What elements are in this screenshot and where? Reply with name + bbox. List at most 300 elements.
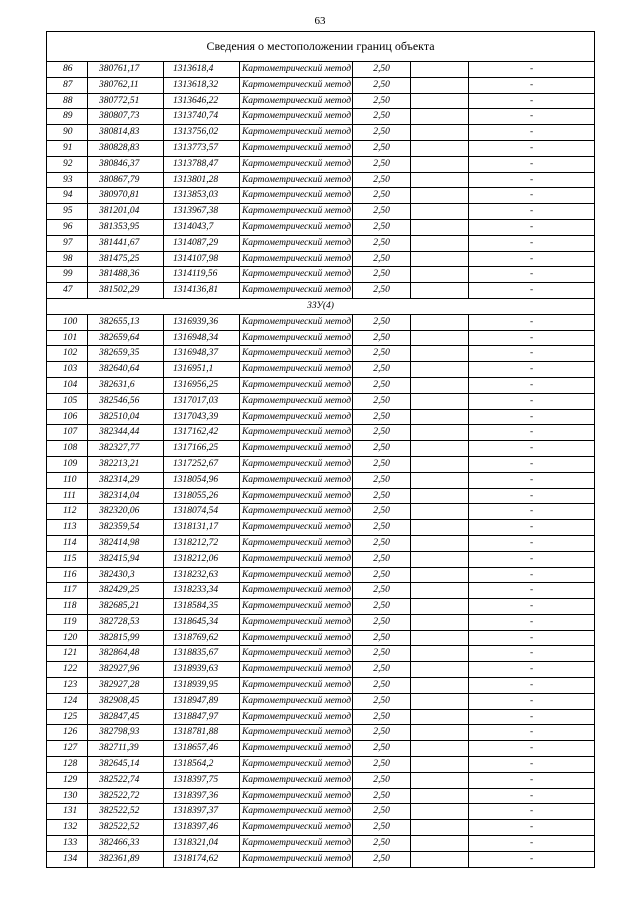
cell-point-number: 130 — [47, 788, 88, 804]
cell-coord-y: 1318947,89 — [164, 693, 240, 709]
cell-method: Картометрический метод — [240, 535, 353, 551]
cell-accuracy: 2,50 — [353, 741, 411, 757]
cell-coord-x: 382908,45 — [88, 693, 164, 709]
cell-accuracy: 2,50 — [353, 362, 411, 378]
cell-point-number: 89 — [47, 109, 88, 125]
table-row — [47, 757, 595, 773]
cell-description: - — [469, 772, 595, 788]
cell-description: - — [469, 156, 595, 172]
cell-description: - — [469, 140, 595, 156]
table-row — [47, 109, 595, 125]
cell-empty-cell — [411, 772, 469, 788]
cell-accuracy: 2,50 — [353, 693, 411, 709]
cell-accuracy: 2,50 — [353, 251, 411, 267]
cell-accuracy: 2,50 — [353, 109, 411, 125]
cell-method: Картометрический метод — [240, 140, 353, 156]
cell-coord-y: 1317017,03 — [164, 393, 240, 409]
cell-accuracy: 2,50 — [353, 204, 411, 220]
cell-accuracy: 2,50 — [353, 725, 411, 741]
cell-empty-cell — [411, 267, 469, 283]
cell-coord-y: 1316948,34 — [164, 330, 240, 346]
cell-description: - — [469, 741, 595, 757]
cell-empty-cell — [411, 219, 469, 235]
cell-method: Картометрический метод — [240, 662, 353, 678]
cell-coord-x: 382815,99 — [88, 630, 164, 646]
table-row — [47, 472, 595, 488]
cell-accuracy: 2,50 — [353, 472, 411, 488]
cell-accuracy: 2,50 — [353, 393, 411, 409]
cell-method: Картометрический метод — [240, 77, 353, 93]
cell-method: Картометрический метод — [240, 520, 353, 536]
cell-point-number: 94 — [47, 188, 88, 204]
cell-accuracy: 2,50 — [353, 788, 411, 804]
cell-coord-x: 382927,96 — [88, 662, 164, 678]
cell-coord-y: 1318131,17 — [164, 520, 240, 536]
cell-point-number: 103 — [47, 362, 88, 378]
cell-coord-x: 382645,14 — [88, 757, 164, 773]
cell-coord-x: 382314,29 — [88, 472, 164, 488]
cell-coord-x: 382522,52 — [88, 820, 164, 836]
cell-point-number: 133 — [47, 836, 88, 852]
cell-empty-cell — [411, 314, 469, 330]
cell-accuracy: 2,50 — [353, 535, 411, 551]
cell-empty-cell — [411, 614, 469, 630]
cell-coord-x: 380807,73 — [88, 109, 164, 125]
cell-empty-cell — [411, 741, 469, 757]
table-row — [47, 662, 595, 678]
cell-empty-cell — [411, 551, 469, 567]
cell-coord-x: 382522,74 — [88, 772, 164, 788]
table-row — [47, 504, 595, 520]
table-row — [47, 441, 595, 457]
table-row — [47, 251, 595, 267]
cell-coord-x: 381475,25 — [88, 251, 164, 267]
cell-coord-x: 382685,21 — [88, 599, 164, 615]
table-row — [47, 693, 595, 709]
cell-description: - — [469, 188, 595, 204]
cell-coord-x: 382359,54 — [88, 520, 164, 536]
cell-coord-y: 1318645,34 — [164, 614, 240, 630]
cell-coord-y: 1318397,75 — [164, 772, 240, 788]
cell-point-number: 98 — [47, 251, 88, 267]
cell-method: Картометрический метод — [240, 583, 353, 599]
cell-coord-x: 381441,67 — [88, 235, 164, 251]
cell-accuracy: 2,50 — [353, 93, 411, 109]
cell-coord-x: 382430,3 — [88, 567, 164, 583]
cell-accuracy: 2,50 — [353, 567, 411, 583]
table-row — [47, 346, 595, 362]
cell-coord-x: 382314,04 — [88, 488, 164, 504]
cell-coord-x: 382728,53 — [88, 614, 164, 630]
cell-method: Картометрический метод — [240, 409, 353, 425]
cell-empty-cell — [411, 836, 469, 852]
cell-point-number: 87 — [47, 77, 88, 93]
cell-description: - — [469, 630, 595, 646]
table-row — [47, 330, 595, 346]
cell-accuracy: 2,50 — [353, 836, 411, 852]
cell-empty-cell — [411, 109, 469, 125]
cell-method: Картометрический метод — [240, 851, 353, 867]
cell-method: Картометрический метод — [240, 741, 353, 757]
cell-accuracy: 2,50 — [353, 520, 411, 536]
cell-coord-x: 380762,11 — [88, 77, 164, 93]
cell-description: - — [469, 614, 595, 630]
cell-coord-y: 1316951,1 — [164, 362, 240, 378]
cell-coord-y: 1318055,26 — [164, 488, 240, 504]
cell-method: Картометрический метод — [240, 551, 353, 567]
table-row — [47, 535, 595, 551]
cell-point-number: 107 — [47, 425, 88, 441]
cell-point-number: 92 — [47, 156, 88, 172]
cell-empty-cell — [411, 251, 469, 267]
cell-method: Картометрический метод — [240, 235, 353, 251]
cell-description: - — [469, 804, 595, 820]
cell-coord-x: 382429,25 — [88, 583, 164, 599]
cell-empty-cell — [411, 804, 469, 820]
cell-description: - — [469, 314, 595, 330]
cell-method: Картометрический метод — [240, 820, 353, 836]
cell-point-number: 110 — [47, 472, 88, 488]
cell-coord-y: 1316956,25 — [164, 377, 240, 393]
cell-empty-cell — [411, 125, 469, 141]
cell-point-number: 104 — [47, 377, 88, 393]
table-row — [47, 283, 595, 299]
cell-description: - — [469, 693, 595, 709]
cell-point-number: 105 — [47, 393, 88, 409]
table-row — [47, 488, 595, 504]
cell-coord-y: 1314136,81 — [164, 283, 240, 299]
cell-point-number: 113 — [47, 520, 88, 536]
cell-coord-y: 1313801,28 — [164, 172, 240, 188]
cell-coord-y: 1318212,06 — [164, 551, 240, 567]
table-title: Сведения о местоположении границ объекта — [47, 32, 595, 62]
cell-empty-cell — [411, 583, 469, 599]
cell-accuracy: 2,50 — [353, 804, 411, 820]
cell-coord-y: 1317166,25 — [164, 441, 240, 457]
cell-method: Картометрический метод — [240, 567, 353, 583]
cell-point-number: 125 — [47, 709, 88, 725]
table-row — [47, 583, 595, 599]
cell-description: - — [469, 125, 595, 141]
cell-point-number: 47 — [47, 283, 88, 299]
cell-coord-x: 382659,35 — [88, 346, 164, 362]
cell-empty-cell — [411, 204, 469, 220]
table-row — [47, 314, 595, 330]
cell-coord-y: 1318564,2 — [164, 757, 240, 773]
cell-accuracy: 2,50 — [353, 646, 411, 662]
cell-coord-y: 1318939,95 — [164, 678, 240, 694]
cell-coord-x: 382344,44 — [88, 425, 164, 441]
cell-empty-cell — [411, 788, 469, 804]
cell-empty-cell — [411, 156, 469, 172]
cell-description: - — [469, 441, 595, 457]
cell-method: Картометрический метод — [240, 804, 353, 820]
cell-point-number: 112 — [47, 504, 88, 520]
cell-empty-cell — [411, 172, 469, 188]
table-row — [47, 599, 595, 615]
cell-coord-y: 1316939,36 — [164, 314, 240, 330]
table-row — [47, 646, 595, 662]
cell-accuracy: 2,50 — [353, 488, 411, 504]
table-row — [47, 630, 595, 646]
cell-coord-y: 1318657,46 — [164, 741, 240, 757]
cell-coord-y: 1318054,96 — [164, 472, 240, 488]
cell-empty-cell — [411, 662, 469, 678]
table-row — [47, 520, 595, 536]
cell-coord-x: 382415,94 — [88, 551, 164, 567]
table-row — [47, 393, 595, 409]
cell-description: - — [469, 504, 595, 520]
cell-empty-cell — [411, 393, 469, 409]
cell-description: - — [469, 251, 595, 267]
cell-accuracy: 2,50 — [353, 377, 411, 393]
cell-point-number: 95 — [47, 204, 88, 220]
table-row — [47, 77, 595, 93]
cell-coord-y: 1318232,63 — [164, 567, 240, 583]
cell-method: Картометрический метод — [240, 314, 353, 330]
cell-coord-y: 1318397,46 — [164, 820, 240, 836]
cell-point-number: 116 — [47, 567, 88, 583]
table-row — [47, 709, 595, 725]
cell-description: - — [469, 599, 595, 615]
cell-point-number: 93 — [47, 172, 88, 188]
cell-accuracy: 2,50 — [353, 125, 411, 141]
cell-description: - — [469, 583, 595, 599]
cell-coord-x: 382659,64 — [88, 330, 164, 346]
cell-coord-x: 380828,83 — [88, 140, 164, 156]
cell-accuracy: 2,50 — [353, 504, 411, 520]
cell-description: - — [469, 77, 595, 93]
cell-description: - — [469, 472, 595, 488]
table-row — [47, 235, 595, 251]
cell-coord-y: 1318321,04 — [164, 836, 240, 852]
cell-description: - — [469, 283, 595, 299]
cell-coord-x: 382847,45 — [88, 709, 164, 725]
cell-point-number: 123 — [47, 678, 88, 694]
cell-empty-cell — [411, 62, 469, 78]
cell-coord-y: 1313967,38 — [164, 204, 240, 220]
cell-description: - — [469, 425, 595, 441]
cell-method: Картометрический метод — [240, 678, 353, 694]
cell-method: Картометрический метод — [240, 188, 353, 204]
cell-accuracy: 2,50 — [353, 283, 411, 299]
table-row — [47, 156, 595, 172]
cell-coord-y: 1313618,32 — [164, 77, 240, 93]
cell-description: - — [469, 235, 595, 251]
cell-empty-cell — [411, 725, 469, 741]
cell-method: Картометрический метод — [240, 504, 353, 520]
cell-coord-y: 1313773,57 — [164, 140, 240, 156]
table-row — [47, 62, 595, 78]
cell-coord-y: 1313788,47 — [164, 156, 240, 172]
cell-empty-cell — [411, 820, 469, 836]
cell-empty-cell — [411, 140, 469, 156]
cell-point-number: 122 — [47, 662, 88, 678]
cell-empty-cell — [411, 235, 469, 251]
cell-accuracy: 2,50 — [353, 583, 411, 599]
cell-accuracy: 2,50 — [353, 662, 411, 678]
table-row — [47, 267, 595, 283]
table-row — [47, 219, 595, 235]
cell-accuracy: 2,50 — [353, 314, 411, 330]
cell-method: Картометрический метод — [240, 125, 353, 141]
cell-description: - — [469, 93, 595, 109]
cell-description: - — [469, 535, 595, 551]
cell-method: Картометрический метод — [240, 441, 353, 457]
cell-method: Картометрический метод — [240, 346, 353, 362]
cell-accuracy: 2,50 — [353, 188, 411, 204]
table-row — [47, 741, 595, 757]
cell-empty-cell — [411, 709, 469, 725]
cell-coord-y: 1318074,54 — [164, 504, 240, 520]
cell-point-number: 115 — [47, 551, 88, 567]
table-row — [47, 836, 595, 852]
cell-empty-cell — [411, 441, 469, 457]
table-row — [47, 851, 595, 867]
cell-accuracy: 2,50 — [353, 441, 411, 457]
cell-accuracy: 2,50 — [353, 851, 411, 867]
cell-point-number: 114 — [47, 535, 88, 551]
cell-empty-cell — [411, 757, 469, 773]
cell-accuracy: 2,50 — [353, 77, 411, 93]
cell-coord-x: 382320,06 — [88, 504, 164, 520]
cell-point-number: 91 — [47, 140, 88, 156]
cell-coord-x: 382631,6 — [88, 377, 164, 393]
cell-coord-x: 382927,28 — [88, 678, 164, 694]
cell-coord-y: 1314119,56 — [164, 267, 240, 283]
cell-coord-x: 380867,79 — [88, 172, 164, 188]
cell-coord-x: 382361,89 — [88, 851, 164, 867]
table-row — [47, 614, 595, 630]
cell-accuracy: 2,50 — [353, 235, 411, 251]
table-row — [47, 140, 595, 156]
table-title-row — [47, 32, 595, 62]
cell-description: - — [469, 725, 595, 741]
cell-coord-y: 1318584,35 — [164, 599, 240, 615]
cell-point-number: 106 — [47, 409, 88, 425]
cell-coord-y: 1318939,63 — [164, 662, 240, 678]
cell-accuracy: 2,50 — [353, 456, 411, 472]
cell-description: - — [469, 109, 595, 125]
cell-coord-y: 1318174,62 — [164, 851, 240, 867]
cell-point-number: 100 — [47, 314, 88, 330]
cell-coord-x: 380970,81 — [88, 188, 164, 204]
cell-coord-y: 1313756,02 — [164, 125, 240, 141]
cell-coord-x: 382414,98 — [88, 535, 164, 551]
cell-point-number: 119 — [47, 614, 88, 630]
cell-point-number: 111 — [47, 488, 88, 504]
cell-method: Картометрический метод — [240, 488, 353, 504]
cell-method: Картометрический метод — [240, 836, 353, 852]
cell-method: Картометрический метод — [240, 93, 353, 109]
cell-empty-cell — [411, 377, 469, 393]
cell-description: - — [469, 678, 595, 694]
cell-empty-cell — [411, 535, 469, 551]
table-row — [47, 93, 595, 109]
table-row — [47, 804, 595, 820]
cell-point-number: 96 — [47, 219, 88, 235]
cell-coord-x: 380772,51 — [88, 93, 164, 109]
cell-empty-cell — [411, 630, 469, 646]
cell-method: Картометрический метод — [240, 219, 353, 235]
cell-coord-y: 1318835,67 — [164, 646, 240, 662]
cell-coord-y: 1317162,42 — [164, 425, 240, 441]
cell-accuracy: 2,50 — [353, 551, 411, 567]
cell-description: - — [469, 836, 595, 852]
cell-point-number: 128 — [47, 757, 88, 773]
cell-coord-x: 381201,04 — [88, 204, 164, 220]
table-row — [47, 377, 595, 393]
cell-description: - — [469, 456, 595, 472]
cell-point-number: 134 — [47, 851, 88, 867]
cell-coord-y: 1313618,4 — [164, 62, 240, 78]
cell-method: Картометрический метод — [240, 251, 353, 267]
cell-method: Картометрический метод — [240, 693, 353, 709]
cell-accuracy: 2,50 — [353, 599, 411, 615]
cell-empty-cell — [411, 346, 469, 362]
cell-coord-x: 382522,52 — [88, 804, 164, 820]
table-row — [47, 772, 595, 788]
cell-point-number: 121 — [47, 646, 88, 662]
cell-description: - — [469, 551, 595, 567]
cell-coord-y: 1313646,22 — [164, 93, 240, 109]
cell-method: Картометрический метод — [240, 772, 353, 788]
cell-method: Картометрический метод — [240, 109, 353, 125]
cell-point-number: 99 — [47, 267, 88, 283]
cell-method: Картометрический метод — [240, 599, 353, 615]
cell-empty-cell — [411, 599, 469, 615]
table-row — [47, 425, 595, 441]
table-row — [47, 551, 595, 567]
cell-description: - — [469, 377, 595, 393]
cell-point-number: 118 — [47, 599, 88, 615]
cell-coord-x: 382798,93 — [88, 725, 164, 741]
cell-accuracy: 2,50 — [353, 267, 411, 283]
cell-accuracy: 2,50 — [353, 346, 411, 362]
cell-method: Картометрический метод — [240, 725, 353, 741]
cell-accuracy: 2,50 — [353, 330, 411, 346]
cell-method: Картометрический метод — [240, 788, 353, 804]
cell-method: Картометрический метод — [240, 456, 353, 472]
cell-empty-cell — [411, 330, 469, 346]
cell-description: - — [469, 662, 595, 678]
table-row — [47, 188, 595, 204]
table-row — [47, 409, 595, 425]
cell-description: - — [469, 646, 595, 662]
cell-method: Картометрический метод — [240, 646, 353, 662]
cell-empty-cell — [411, 409, 469, 425]
cell-method: Картометрический метод — [240, 614, 353, 630]
cell-description: - — [469, 204, 595, 220]
cell-empty-cell — [411, 488, 469, 504]
cell-point-number: 124 — [47, 693, 88, 709]
cell-description: - — [469, 851, 595, 867]
cell-coord-y: 1318847,97 — [164, 709, 240, 725]
cell-accuracy: 2,50 — [353, 757, 411, 773]
cell-method: Картометрический метод — [240, 267, 353, 283]
cell-point-number: 86 — [47, 62, 88, 78]
table-row — [47, 820, 595, 836]
cell-accuracy: 2,50 — [353, 409, 411, 425]
cell-coord-x: 382510,04 — [88, 409, 164, 425]
cell-method: Картометрический метод — [240, 283, 353, 299]
cell-coord-x: 382640,64 — [88, 362, 164, 378]
cell-coord-y: 1317252,67 — [164, 456, 240, 472]
cell-method: Картометрический метод — [240, 630, 353, 646]
cell-coord-y: 1314107,98 — [164, 251, 240, 267]
cell-empty-cell — [411, 283, 469, 299]
cell-method: Картометрический метод — [240, 156, 353, 172]
